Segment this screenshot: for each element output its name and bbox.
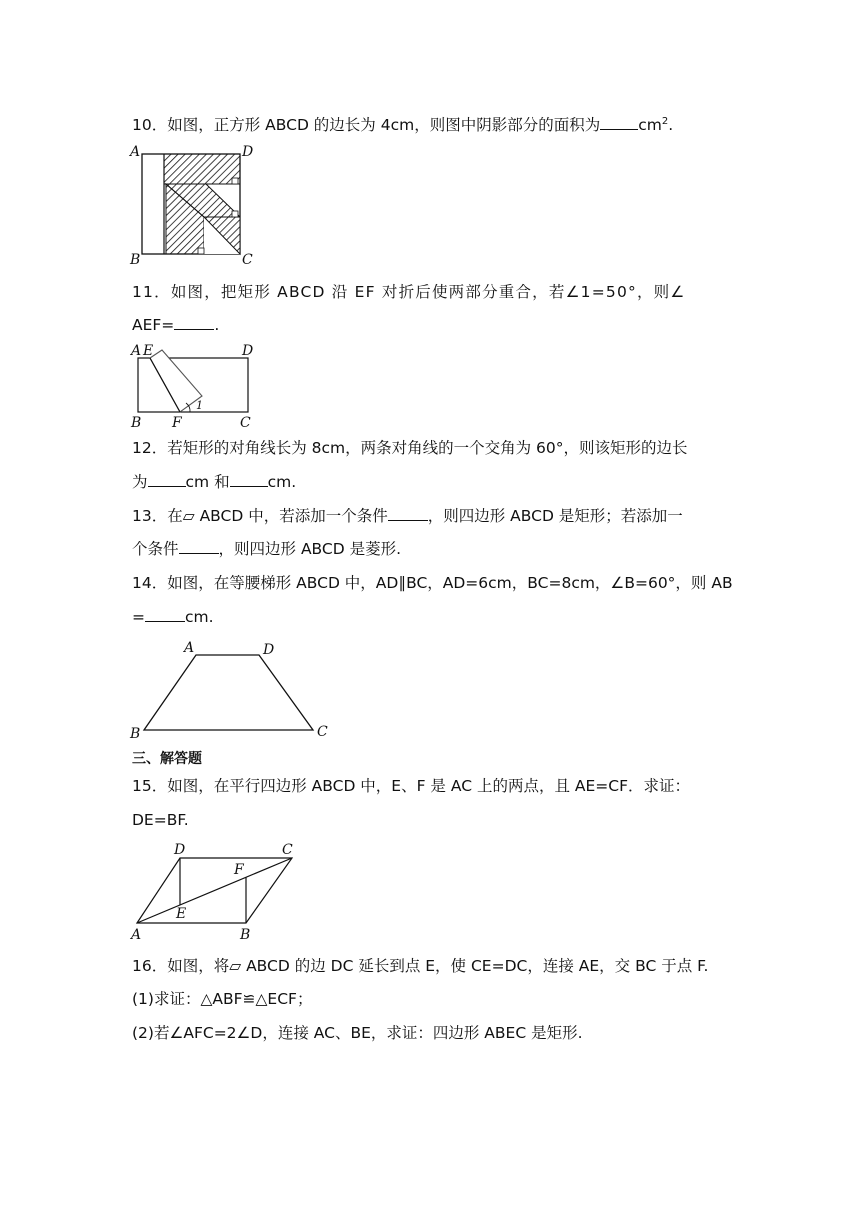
q10-figure [126, 142, 266, 268]
q10-unit: cm [638, 116, 662, 135]
q11-label-b: B [131, 415, 142, 431]
q15-label-c: C [282, 842, 293, 858]
q10-text-main: 10．如图，正方形 ABCD 的边长为 4cm，则图中阴影部分的面积为 [132, 116, 601, 135]
q12-text-line1: 12．若矩形的对角线长为 8cm，两条对角线的一个交角为 60°，则该矩形的边长 [132, 439, 688, 457]
q14-text-line2 [132, 606, 730, 628]
q11-label-e: E [143, 343, 154, 359]
q14-answer-blank[interactable] [145, 607, 185, 622]
q10-label-c: C [242, 252, 253, 268]
q14-suffix: cm. [185, 608, 214, 626]
q10-text [132, 111, 730, 136]
q14-label-c: C [317, 724, 328, 740]
q15-text-line2: DE=BF. [132, 811, 189, 829]
q12-prefix: 为 [132, 473, 148, 491]
q15-label-f: F [234, 862, 244, 878]
q13-part-b: ，则四边形 ABCD 是矩形；若添加一 [427, 507, 683, 525]
q10-label-b: B [130, 252, 141, 268]
q11-label-angle: 1 [196, 399, 203, 412]
q10-label-d: D [242, 144, 254, 160]
q14-label-d: D [263, 642, 275, 658]
q16-part1: (1)求证：△ABF≌△ECF； [132, 990, 313, 1008]
q16-part2: (2)若∠AFC=2∠D，连接 AC、BE，求证：四边形 ABEC 是矩形. [132, 1024, 583, 1042]
q12-text-line2 [132, 471, 730, 493]
q15-label-b: B [240, 927, 251, 943]
q14-label-b: B [130, 726, 141, 742]
q11-answer-blank[interactable] [174, 315, 214, 330]
q10-answer-blank[interactable] [600, 115, 638, 130]
q11-text-line1: 11．如图，把矩形 ABCD 沿 EF 对折后使两部分重合，若∠1=50°，则∠ [132, 283, 686, 301]
q12-suffix: cm. [267, 473, 297, 491]
q14-label-a: A [184, 640, 195, 656]
q13-part-a: 13．在▱ ABCD 中，若添加一个条件 [132, 507, 388, 525]
q15-text-line1: 15．如图，在平行四边形 ABCD 中，E、F 是 AC 上的两点，且 AE=CF．求证： [132, 777, 690, 795]
q14-prefix: = [132, 608, 145, 626]
q11-label-a: A [131, 343, 142, 359]
q14-figure [126, 638, 336, 742]
q11-figure [128, 342, 268, 434]
section-heading: 三、解答题 [132, 751, 202, 767]
q13-answer-blank-1[interactable] [388, 506, 428, 521]
q15-figure [128, 840, 308, 944]
q13-part-c: 个条件 [132, 540, 179, 558]
q13-text-line1 [132, 505, 730, 527]
q12-answer-blank-1[interactable] [148, 472, 186, 487]
q11-period: . [214, 316, 220, 334]
q11-label-f: F [172, 415, 182, 431]
q13-part-d: ，则四边形 ABCD 是菱形. [218, 540, 402, 558]
q10-label-a: A [130, 144, 141, 160]
q13-answer-blank-2[interactable] [179, 539, 219, 554]
q12-answer-blank-2[interactable] [230, 472, 268, 487]
q10-unit-sup: 2 [661, 116, 669, 127]
q11-label-c: C [240, 415, 251, 431]
q16-text-line1: 16．如图，将▱ ABCD 的边 DC 延长到点 E，使 CE=DC，连接 AE，交 BC 于点 F. [132, 957, 709, 975]
q12-middle: cm 和 [185, 473, 230, 491]
q15-label-a: A [131, 927, 142, 943]
q14-text-line1: 14．如图，在等腰梯形 ABCD 中，AD∥BC，AD=6cm，BC=8cm，∠B=60°，则 AB [132, 574, 733, 592]
q15-label-d: D [174, 842, 186, 858]
q11-text-prefix: AEF= [132, 316, 175, 334]
q15-label-e: E [176, 906, 187, 922]
q13-text-line2 [132, 538, 730, 560]
q11-text-line2 [132, 314, 730, 336]
q10-period: . [668, 116, 674, 135]
q11-label-d: D [242, 343, 254, 359]
